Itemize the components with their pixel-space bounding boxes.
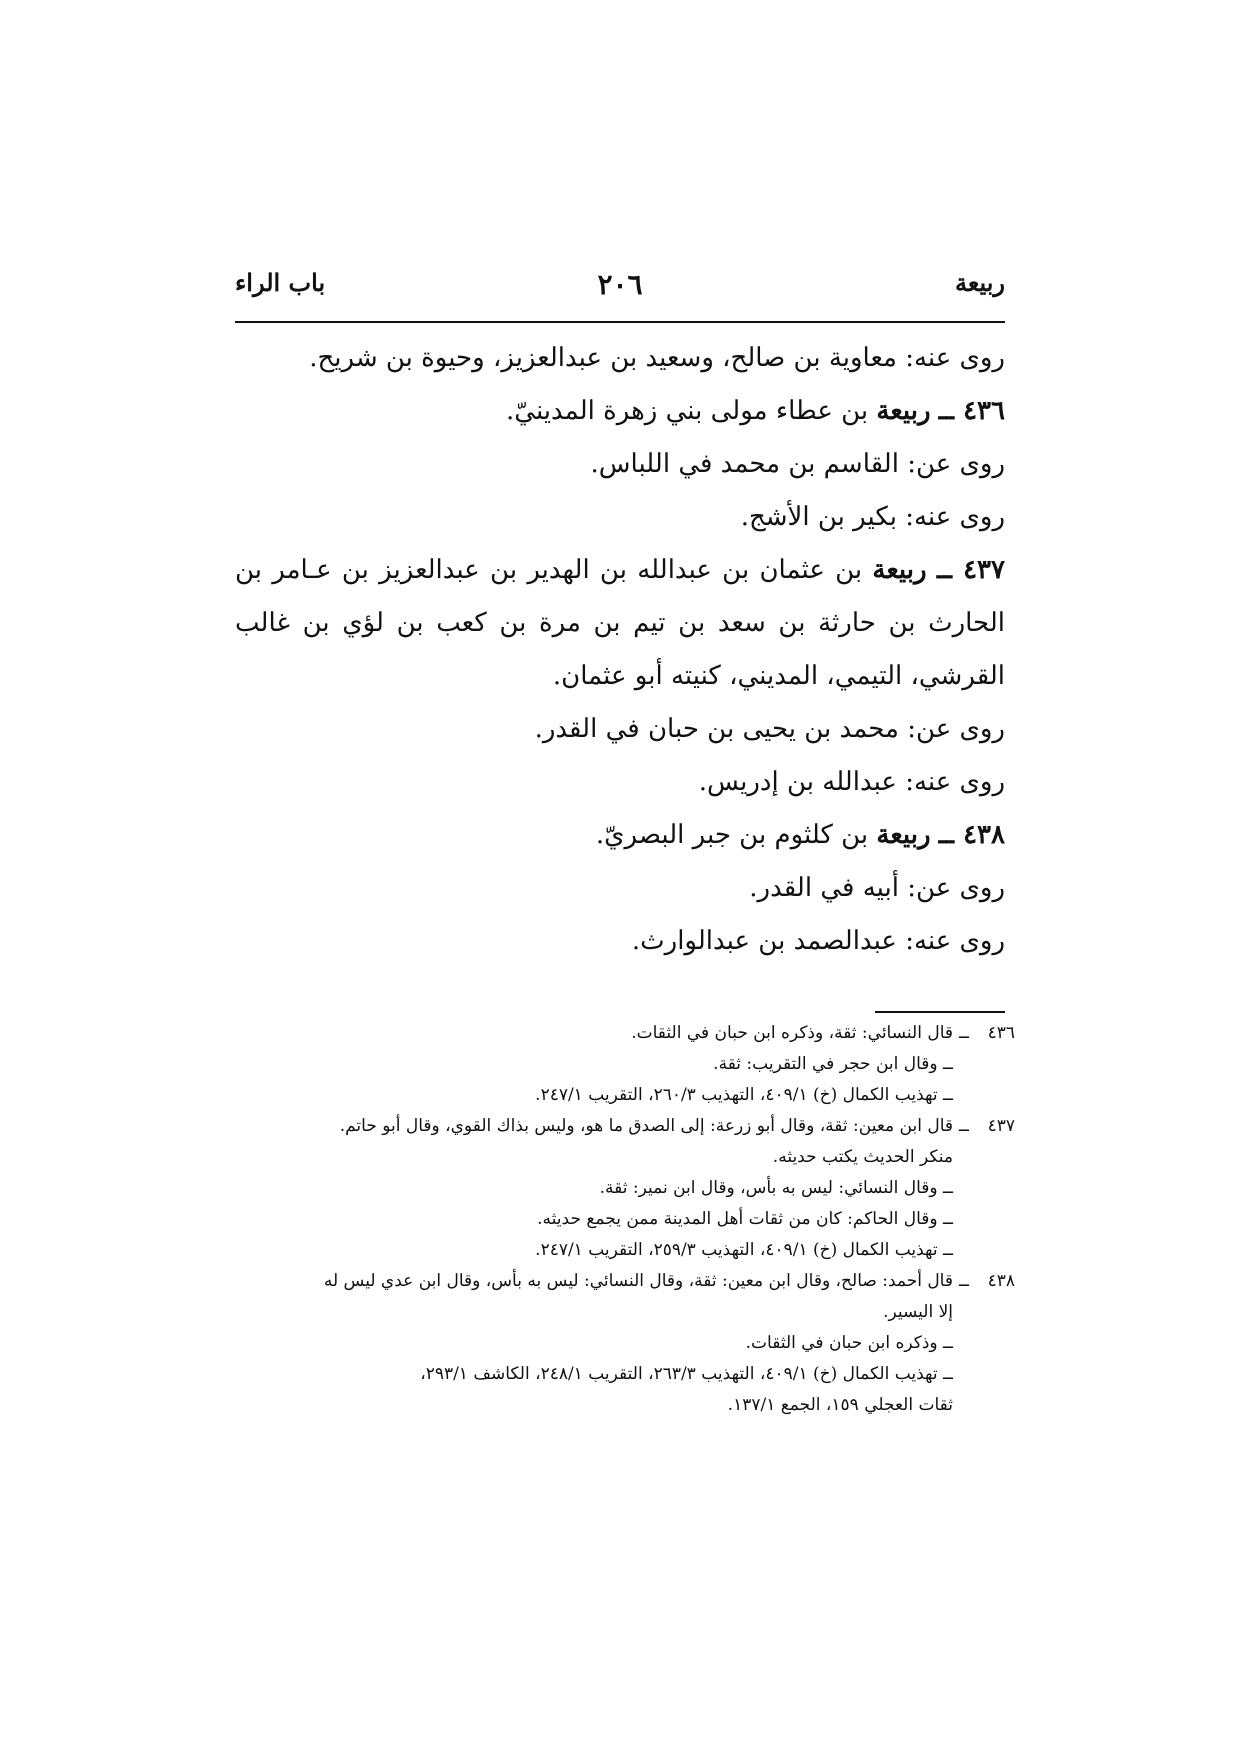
footnote-number: ٤٣٧ bbox=[987, 1116, 1015, 1136]
narrator-line: روى عنه: معاوية بن صالح، وسعيد بن عبدالعزيز، وحيوة بن شريح. bbox=[309, 343, 1005, 373]
entry-437-narrated-from: روى عن: محمد بن يحيى بن حبان في القدر. bbox=[534, 714, 1005, 744]
footnote-line: ثقات العجلي ١٥٩، الجمع ١٣٧/١. bbox=[727, 1395, 953, 1415]
header-chapter-title: باب الراء bbox=[235, 268, 326, 297]
footnote-dash: ــ bbox=[959, 1271, 969, 1291]
footnote-438 bbox=[235, 1266, 1015, 1297]
entry-name: ربيعة bbox=[876, 820, 931, 850]
entry-438-narrated-from: روى عن: أبيه في القدر. bbox=[749, 873, 1005, 903]
footnote-line: إلا اليسير. bbox=[883, 1302, 953, 1322]
entry-436-narrated-by: روى عنه: بكير بن الأشج. bbox=[740, 502, 1005, 532]
footnote-separator bbox=[875, 1011, 1005, 1013]
footnote-number: ٤٣٨ bbox=[987, 1271, 1015, 1291]
footnote-line: ــ وقال الحاكم: كان من ثقات أهل المدينة ممن يجمع حديثه. bbox=[537, 1209, 953, 1229]
footnote-436 bbox=[235, 1018, 1015, 1049]
entry-438-heading bbox=[235, 809, 1005, 862]
footnotes bbox=[235, 1018, 1015, 1421]
footnote-437 bbox=[235, 1111, 1015, 1142]
entry-lineage: بن عثمان بن عبدالله بن الهدير بن عبدالعزيز بن عـامر بن الحارث بن حارثة بن سعد بن تيم بن مرة بن كعب بن لؤي بن غالب القرشي، التيمي، المديني، كنيته أبو عثمان. bbox=[235, 555, 1005, 691]
header-rule bbox=[235, 321, 1005, 323]
footnote-line: ــ تهذيب الكمال (خ) ٤٠٩/١، التهذيب ٢٦٣/٣، التقريب ٢٤٨/١، الكاشف ٢٩٣/١، bbox=[420, 1364, 953, 1384]
footnote-text: قال النسائي: ثقة، وذكره ابن حبان في الثقات. bbox=[631, 1023, 953, 1043]
entry-437-heading bbox=[235, 544, 1005, 703]
entry-number: ٤٣٨ ــ bbox=[938, 820, 1005, 850]
entry-lineage: بن عطاء مولى بني زهرة المدينيّ. bbox=[506, 396, 877, 426]
entry-name: ربيعة bbox=[872, 555, 927, 585]
page-number: ٢٠٦ bbox=[597, 268, 643, 301]
footnote-line: ــ وذكره ابن حبان في الثقات. bbox=[745, 1333, 953, 1353]
footnote-dash: ــ bbox=[959, 1116, 969, 1136]
footnote-text: قال أحمد: صالح، وقال ابن معين: ثقة، وقال النسائي: ليس به بأس، وقال ابن عدي ليس له bbox=[323, 1271, 953, 1291]
footnote-number: ٤٣٦ bbox=[987, 1023, 1015, 1043]
entry-436-narrated-from: روى عن: القاسم بن محمد في اللباس. bbox=[590, 449, 1005, 479]
entry-number: ٤٣٦ ــ bbox=[938, 396, 1005, 426]
footnote-line: ــ وقال ابن حجر في التقريب: ثقة. bbox=[713, 1054, 953, 1074]
footnote-dash: ــ bbox=[959, 1023, 969, 1043]
entry-438-narrated-by: روى عنه: عبدالصمد بن عبدالوارث. bbox=[631, 926, 1005, 956]
footnote-line: ــ وقال النسائي: ليس به بأس، وقال ابن نمير: ثقة. bbox=[599, 1178, 953, 1198]
entry-lineage: بن كلثوم بن جبر البصريّ. bbox=[595, 820, 877, 850]
entry-name: ربيعة bbox=[876, 396, 931, 426]
footnote-line: منكر الحديث يكتب حديثه. bbox=[772, 1147, 953, 1167]
entry-437-narrated-by: روى عنه: عبدالله بن إدريس. bbox=[698, 767, 1005, 797]
entry-436-heading bbox=[235, 385, 1005, 438]
main-text bbox=[235, 332, 1005, 968]
footnote-line: ــ تهذيب الكمال (خ) ٤٠٩/١، التهذيب ٢٥٩/٣، التقريب ٢٤٧/١. bbox=[535, 1240, 953, 1260]
header-section-name: ربيعة bbox=[955, 268, 1005, 297]
running-header bbox=[235, 268, 1005, 320]
footnote-text: قال ابن معين: ثقة، وقال أبو زرعة: إلى الصدق ما هو، وليس بذاك القوي، وقال أبو حاتم. bbox=[339, 1116, 953, 1136]
footnote-line: ــ تهذيب الكمال (خ) ٤٠٩/١، التهذيب ٢٦٠/٣، التقريب ٢٤٧/١. bbox=[535, 1085, 953, 1105]
entry-number: ٤٣٧ ــ bbox=[936, 555, 1005, 585]
